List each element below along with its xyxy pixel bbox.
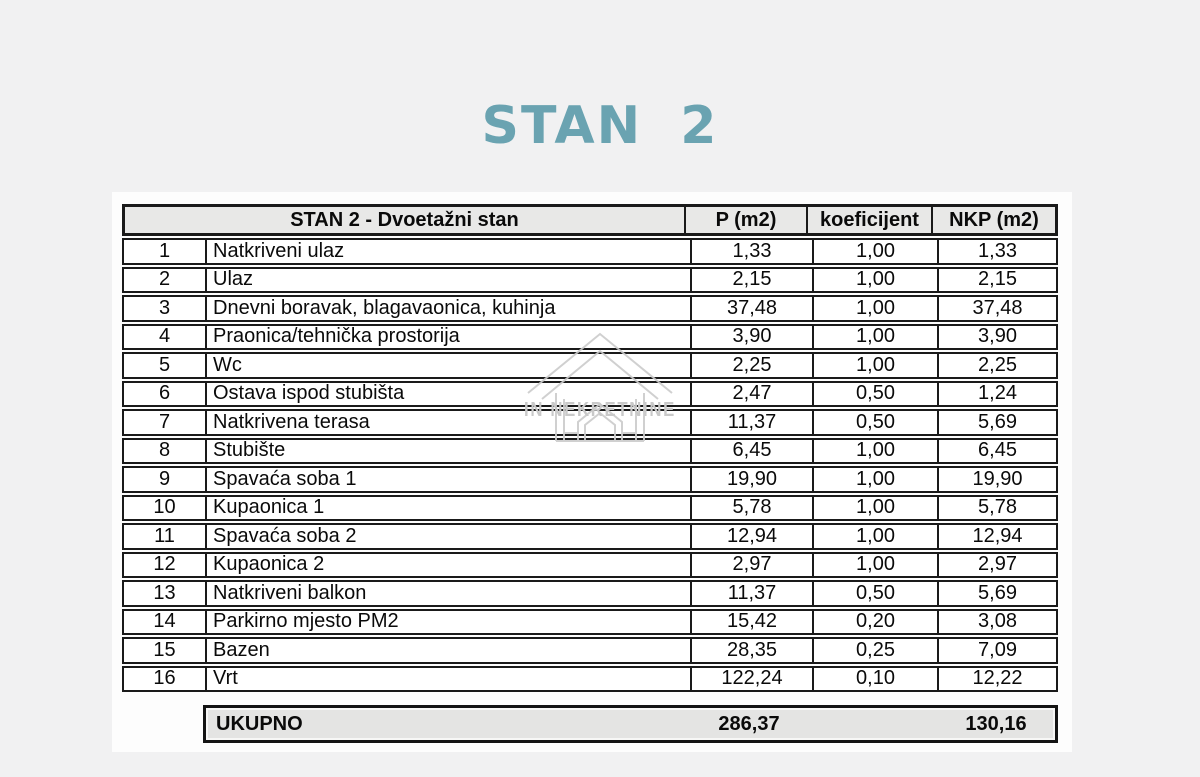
total-label: UKUPNO [216, 712, 303, 735]
row-number: 15 [153, 639, 176, 661]
row-number: 1 [158, 240, 171, 262]
table-row [122, 295, 1058, 322]
nkp-value: 12,94 [937, 525, 1056, 548]
area-value: 2,47 [690, 383, 812, 406]
room-name: Ostava ispod stubišta [205, 383, 690, 406]
row-number: 4 [158, 325, 171, 348]
table-row [122, 352, 1058, 379]
area-value: 2,15 [690, 269, 812, 292]
nkp-value: 2,25 [937, 354, 1056, 377]
room-name: Natkrivena terasa [205, 411, 690, 434]
row-number: 9 [158, 468, 171, 490]
area-value: 19,90 [690, 468, 812, 491]
nkp-value: 5,69 [937, 582, 1056, 605]
table-row [122, 580, 1058, 607]
nkp-value: 3,08 [937, 611, 1056, 634]
table-row [122, 523, 1058, 550]
row-number: 5 [158, 354, 171, 376]
nkp-value: 19,90 [937, 468, 1056, 491]
nkp-value: 2,97 [937, 554, 1056, 577]
area-value: 1,33 [690, 240, 812, 263]
coefficient-value: 1,00 [812, 525, 937, 548]
row-number: 12 [153, 553, 176, 576]
header-koeficijent: koeficijent [806, 207, 931, 233]
coefficient-value: 1,00 [812, 326, 937, 349]
table-row [122, 267, 1058, 294]
nkp-value: 1,24 [937, 383, 1056, 406]
row-number: 10 [153, 496, 176, 519]
room-name: Spavaća soba 1 [205, 468, 690, 491]
area-value: 3,90 [690, 326, 812, 349]
room-name: Vrt [205, 668, 690, 691]
coefficient-value: 1,00 [812, 269, 937, 292]
table-row [122, 238, 1058, 265]
nkp-value: 1,33 [937, 240, 1056, 263]
document-sheet [112, 192, 1072, 752]
nkp-value: 37,48 [937, 297, 1056, 320]
row-number: 8 [158, 439, 171, 462]
area-value: 28,35 [690, 639, 812, 662]
coefficient-value: 1,00 [812, 468, 937, 491]
room-name: Dnevni boravak, blagavaonica, kuhinja [205, 297, 690, 320]
nkp-value: 6,45 [937, 440, 1056, 463]
row-number: 14 [153, 610, 176, 633]
area-value: 37,48 [690, 297, 812, 320]
table-row [122, 438, 1058, 465]
room-name: Ulaz [205, 269, 690, 292]
row-number: 6 [158, 382, 171, 405]
coefficient-value: 1,00 [812, 497, 937, 520]
coefficient-value: 1,00 [812, 240, 937, 263]
total-row [203, 705, 1058, 743]
total-nkp-value: 130,16 [965, 712, 1027, 735]
room-name: Parkirno mjesto PM2 [205, 611, 690, 634]
coefficient-value: 1,00 [812, 297, 937, 320]
header-apartment-title: STAN 2 - Dvoetažni stan [290, 208, 519, 231]
area-value: 11,37 [690, 411, 812, 434]
coefficient-value: 0,10 [812, 668, 937, 691]
room-name: Spavaća soba 2 [205, 525, 690, 548]
nkp-value: 5,69 [937, 411, 1056, 434]
table-row [122, 324, 1058, 351]
nkp-value: 5,78 [937, 497, 1056, 520]
table-header-row [122, 204, 1058, 236]
room-name: Bazen [205, 639, 690, 662]
area-value: 12,94 [690, 525, 812, 548]
row-number: 11 [154, 525, 175, 547]
coefficient-value: 0,20 [812, 611, 937, 634]
area-value: 11,37 [690, 582, 812, 605]
nkp-value: 3,90 [937, 326, 1056, 349]
area-value: 5,78 [690, 497, 812, 520]
table-row [122, 466, 1058, 493]
coefficient-value: 1,00 [812, 354, 937, 377]
row-number: 2 [158, 268, 171, 291]
row-number: 7 [158, 411, 171, 433]
table-row [122, 637, 1058, 664]
area-table [122, 204, 1058, 692]
table-row [122, 495, 1058, 522]
coefficient-value: 0,50 [812, 411, 937, 434]
coefficient-value: 0,50 [812, 582, 937, 605]
area-value: 6,45 [690, 440, 812, 463]
area-value: 122,24 [690, 668, 812, 691]
table-row [122, 409, 1058, 436]
watermark-text: IN NEKRETNINE [524, 399, 676, 421]
table-row [122, 381, 1058, 408]
room-name: Wc [205, 354, 690, 377]
row-number: 3 [158, 297, 171, 319]
room-name: Stubište [205, 440, 690, 463]
room-name: Natkriveni balkon [205, 582, 690, 605]
page-title: STAN 2 [481, 96, 719, 156]
room-name: Natkriveni ulaz [205, 240, 690, 263]
total-p-value: 286,37 [718, 712, 780, 735]
area-value: 2,25 [690, 354, 812, 377]
area-value: 2,97 [690, 554, 812, 577]
table-row [122, 552, 1058, 579]
table-row [122, 609, 1058, 636]
room-name: Praonica/tehnička prostorija [205, 326, 690, 349]
coefficient-value: 1,00 [812, 554, 937, 577]
nkp-value: 12,22 [937, 668, 1056, 691]
room-name: Kupaonica 1 [205, 497, 690, 520]
row-number: 16 [153, 667, 176, 690]
table-body [122, 238, 1058, 692]
table-row [122, 666, 1058, 693]
header-p-m2: P (m2) [684, 207, 806, 233]
nkp-value: 2,15 [937, 269, 1056, 292]
coefficient-value: 0,50 [812, 383, 937, 406]
coefficient-value: 1,00 [812, 440, 937, 463]
room-name: Kupaonica 2 [205, 554, 690, 577]
header-nkp-m2: NKP (m2) [931, 207, 1055, 233]
nkp-value: 7,09 [937, 639, 1056, 662]
row-number: 13 [153, 582, 176, 604]
coefficient-value: 0,25 [812, 639, 937, 662]
area-value: 15,42 [690, 611, 812, 634]
